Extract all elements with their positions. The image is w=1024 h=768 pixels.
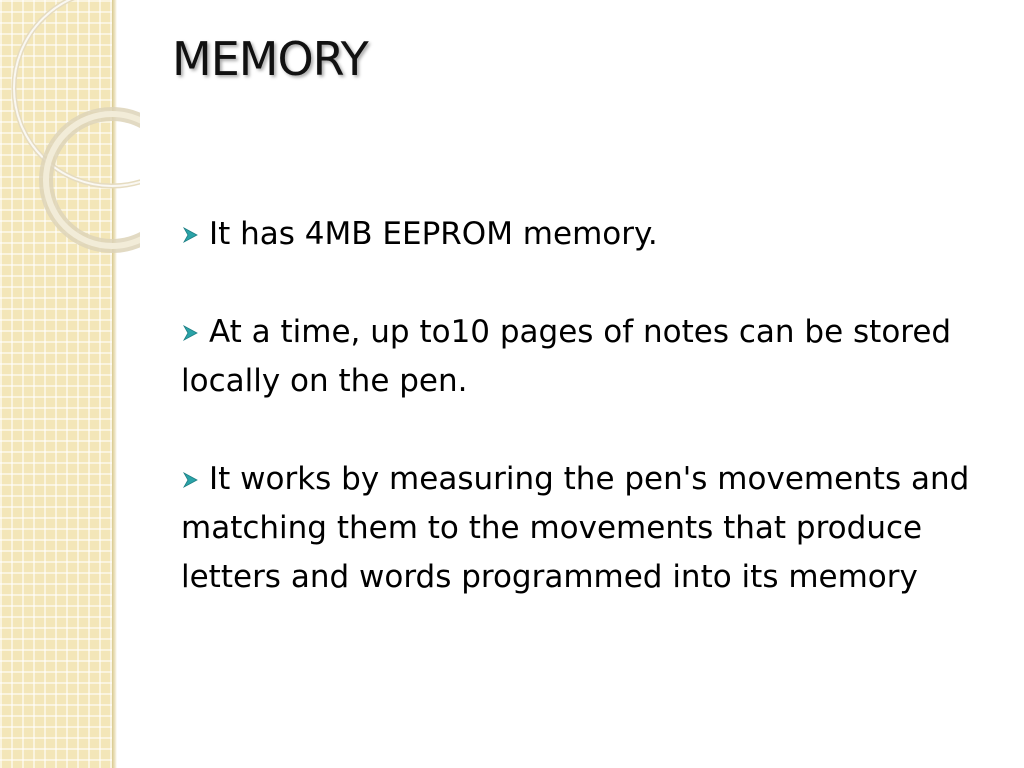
arrow-bullet-icon (181, 323, 201, 343)
arrow-bullet-icon (181, 470, 201, 490)
bullet-item (181, 455, 971, 602)
bullet-text: It works by measuring the pen's movements and matching them to the movements that produce letters and words programmed into its memory (181, 461, 970, 595)
arrow-bullet-icon (181, 225, 201, 245)
decorative-rings-icon (0, 0, 140, 260)
bullet-item (181, 308, 971, 406)
bullet-text: It has 4MB EEPROM memory. (209, 216, 658, 252)
bullet-item (181, 210, 971, 259)
bullet-text: At a time, up to10 pages of notes can be stored locally on the pen. (181, 314, 952, 399)
slide-title: MEMORY (172, 32, 368, 86)
bullet-list (181, 210, 971, 602)
